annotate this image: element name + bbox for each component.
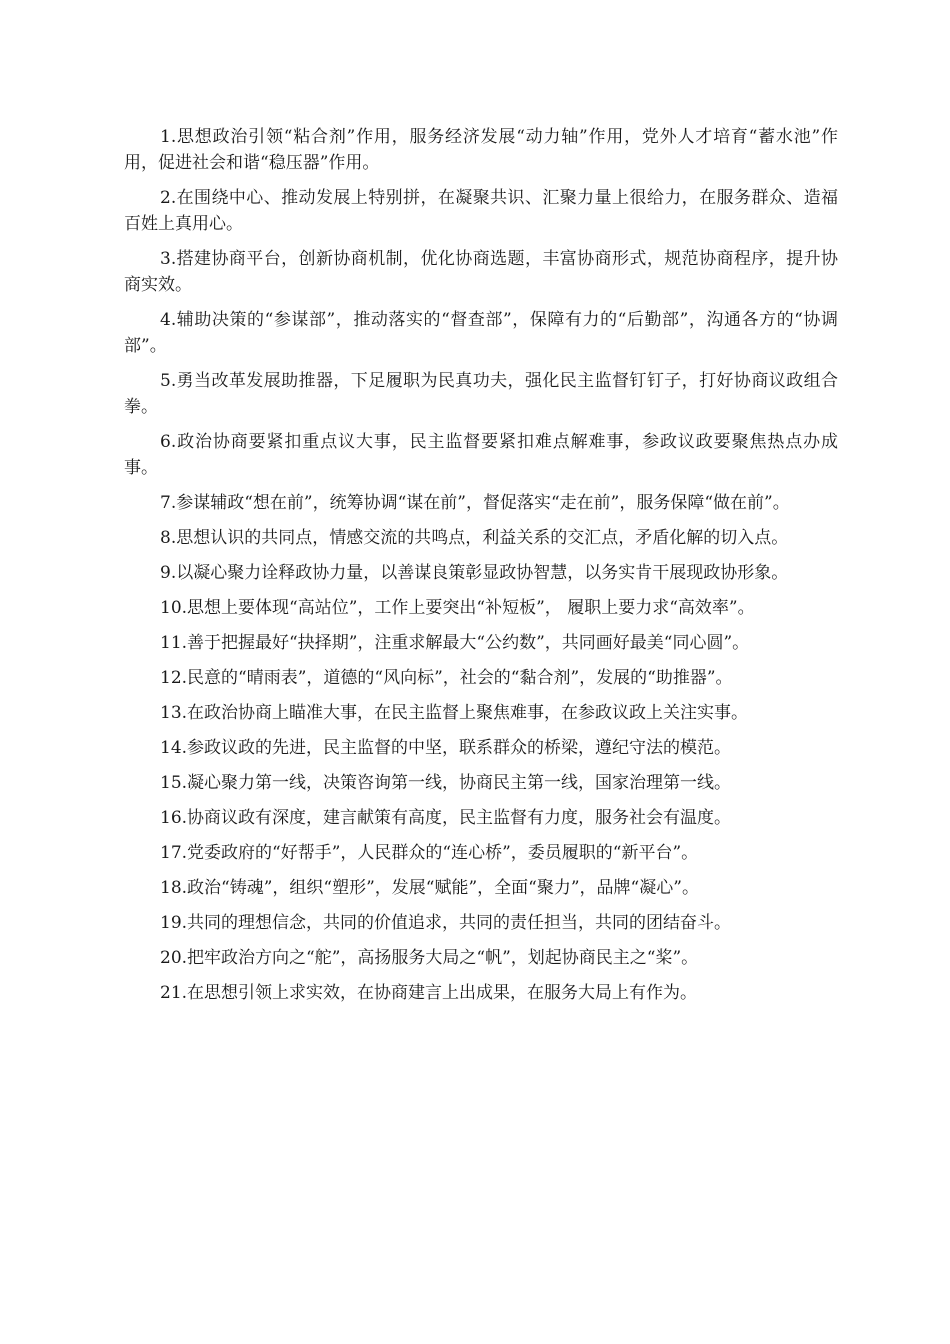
list-item: 1.思想政治引领“粘合剂”作用，服务经济发展“动力轴”作用，党外人才培育“蓄水池”作用，促进社会和谐“稳压器”作用。: [124, 127, 838, 173]
list-item: 6.政治协商要紧扣重点议大事，民主监督要紧扣难点解难事，参政议政要聚焦热点办成事。: [124, 432, 838, 478]
list-item: 12.民意的“晴雨表”，道德的“风向标”，社会的“黏合剂”，发展的“助推器”。: [160, 668, 733, 688]
list-item: 17.党委政府的“好帮手”，人民群众的“连心桥”，委员履职的“新平台”。: [160, 843, 699, 863]
list-item: 4.辅助决策的“参谋部”，推动落实的“督查部”，保障有力的“后勤部”，沟通各方的“协调部”。: [124, 310, 838, 356]
list-item: 8.思想认识的共同点，情感交流的共鸣点，利益关系的交汇点，矛盾化解的切入点。: [160, 528, 789, 548]
list-item: 20.把牢政治方向之“舵”，高扬服务大局之“帆”，划起协商民主之“桨”。: [160, 948, 699, 968]
document-body: [124, 124, 838, 1015]
list-item: 13.在政治协商上瞄准大事，在民主监督上聚焦难事，在参政议政上关注实事。: [160, 703, 749, 723]
list-item: 18.政治“铸魂”，组织“塑形”，发展“赋能”，全面“聚力”，品牌“凝心”。: [160, 878, 699, 898]
list-item: 14.参政议政的先进，民主监督的中坚，联系群众的桥梁，遵纪守法的模范。: [160, 738, 732, 758]
list-item: 3.搭建协商平台，创新协商机制，优化协商选题，丰富协商形式，规范协商程序，提升协商实效。: [124, 249, 838, 295]
list-item: 7.参谋辅政“想在前”，统筹协调“谋在前”，督促落实“走在前”，服务保障“做在前”。: [160, 493, 790, 513]
list-item: 19.共同的理想信念，共同的价值追求，共同的责任担当，共同的团结奋斗。: [160, 913, 732, 933]
list-item: 2.在围绕中心、推动发展上特别拼，在凝聚共识、汇聚力量上很给力，在服务群众、造福百姓上真用心。: [124, 188, 838, 234]
list-item: 5.勇当改革发展助推器，下足履职为民真功夫，强化民主监督钉钉子，打好协商议政组合拳。: [124, 371, 838, 417]
list-item: 9.以凝心聚力诠释政协力量，以善谋良策彰显政协智慧，以务实肯干展现政协形象。: [160, 563, 789, 583]
list-item: 10.思想上要体现“高站位”，工作上要突出“补短板”， 履职上要力求“高效率”。: [160, 598, 755, 618]
list-item: 11.善于把握最好“抉择期”，注重求解最大“公约数”，共同画好最美“同心圆”。: [160, 633, 750, 653]
list-item: 16.协商议政有深度，建言献策有高度，民主监督有力度，服务社会有温度。: [160, 808, 732, 828]
list-item: 15.凝心聚力第一线，决策咨询第一线，协商民主第一线，国家治理第一线。: [160, 773, 732, 793]
list-item: 21.在思想引领上求实效，在协商建言上出成果，在服务大局上有作为。: [160, 983, 698, 1003]
